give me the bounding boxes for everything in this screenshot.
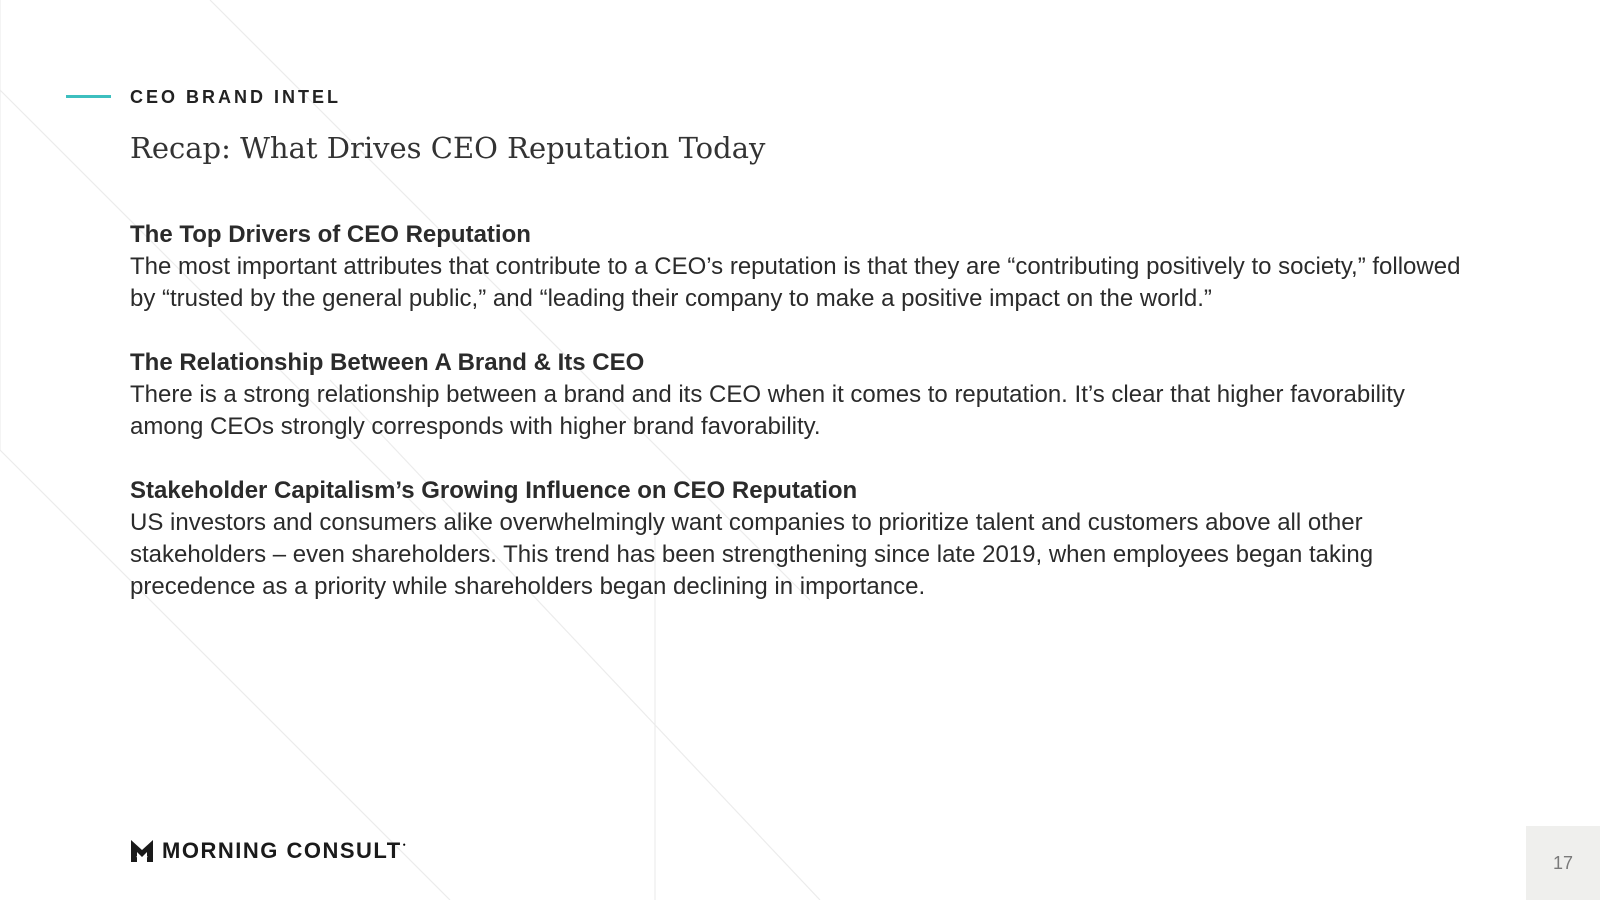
logo-wordmark: MORNING CONSULT xyxy=(162,838,402,863)
section-body: The most important attributes that contribute to a CEO’s reputation is that they are “contributing positively to society,” followed by “trusted by the general public,” and “leading their company to make a positive impact on the world.” xyxy=(130,253,1461,312)
section-brand-ceo-relationship xyxy=(130,347,1470,443)
section-heading: The Top Drivers of CEO Reputation xyxy=(130,221,531,248)
page-number: 17 xyxy=(1552,852,1574,873)
eyebrow-accent-rule xyxy=(66,95,111,98)
section-heading: Stakeholder Capitalism’s Growing Influence on CEO Reputation xyxy=(130,477,858,504)
page-number-box xyxy=(1526,826,1600,900)
section-body: US investors and consumers alike overwhelmingly want companies to prioritize talent and customers above all other stakeholders – even shareholders. This trend has been strengthening since late 2019, when employees began taking precedence as a priority while shareholders began declining in importance. xyxy=(130,509,1374,600)
logo-registered-mark: • xyxy=(402,840,406,850)
section-heading: The Relationship Between A Brand & Its CEO xyxy=(130,349,645,376)
section-body: There is a strong relationship between a brand and its CEO when it comes to reputation. It’s clear that higher favorability among CEOs strongly corresponds with higher brand favorability. xyxy=(130,381,1405,440)
morning-consult-logo xyxy=(130,838,406,864)
content-body xyxy=(130,219,1470,635)
morning-consult-logo-icon xyxy=(130,839,154,863)
page-title: Recap: What Drives CEO Reputation Today xyxy=(130,131,766,165)
section-top-drivers xyxy=(130,219,1470,315)
section-stakeholder-capitalism xyxy=(130,475,1470,603)
eyebrow-label: CEO BRAND INTEL xyxy=(130,87,341,107)
